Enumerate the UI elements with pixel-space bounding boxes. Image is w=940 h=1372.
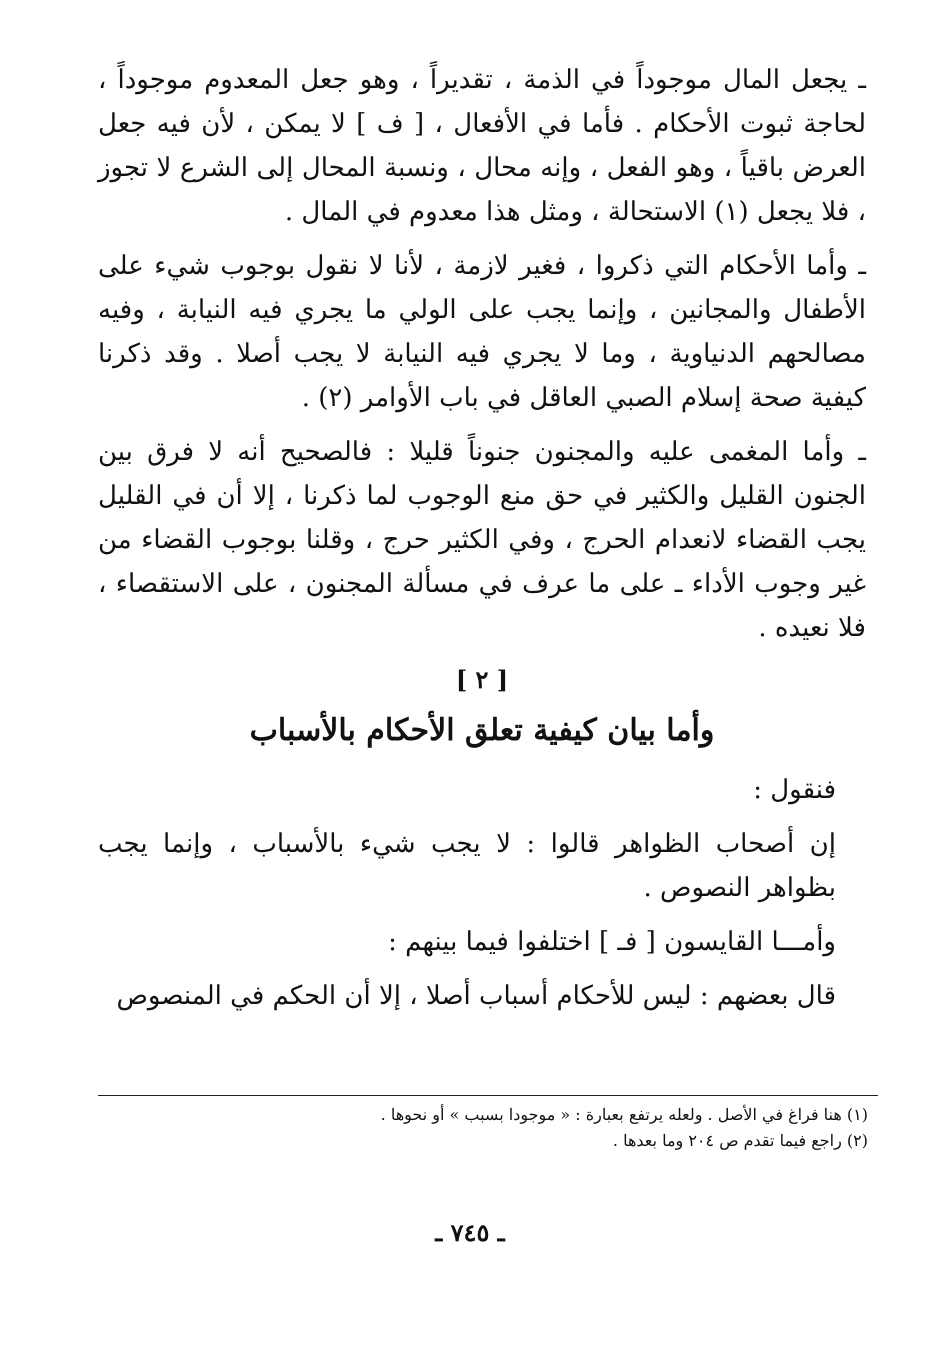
paragraph-2 [98,244,866,420]
footnote-divider [98,1095,878,1096]
paragraph-5-text: وأمـــا القايسون [ فـ ] اختلفوا فيما بينهم : [388,927,836,957]
paragraph-1-text: ـ يجعل المال موجوداً في الذمة ، تقديراً ، وهو جعل المعدوم موجوداً ، لحاجة ثبوت الأحكام . فأما في الأفعال ، [ ف ] لا يمكن ، لأن فيه جعل العرض باقياً ، وهو الفعل ، وإنه محال ، ونسبة المحال إلى الشرع لا تجوز ، فلا يجعل (١) الاستحالة ، ومثل هذا معدوم في المال . [98,65,866,227]
paragraph-4-text: إن أصحاب الظواهر قالوا : لا يجب شيء بالأسباب ، وإنما يجب بظواهر النصوص . [98,829,836,903]
page-body [98,58,866,1028]
section-number: [ ٢ ] [455,665,509,694]
paragraph-5 [98,920,866,964]
paragraph-1 [98,58,866,234]
page-number: ـ ٧٤٥ ـ [435,1218,505,1247]
footnote-1: (١) هنا فراغ في الأصل . ولعله يرتفع بعبارة : « موجودا بسبب » أو نحوها . [380,1105,868,1124]
paragraph-3-text: ـ وأما المغمى عليه والمجنون جنوناً قليلا : فالصحيح أنه لا فرق بين الجنون القليل والكثير في حق منع الوجوب لما ذكرنا ، إلا أن في القليل يجب القضاء لانعدام الحرج ، وفي الكثير حرج ، وقلنا بوجوب القضاء من غير وجوب الأداء ـ على ما عرف في مسألة المجنون ، على الاستقصاء ، فلا نعيده . [98,437,866,643]
section-title: وأما بيان كيفية تعلق الأحكام بالأسباب [249,713,715,748]
intro-line [98,768,866,812]
paragraph-4 [98,822,866,910]
paragraph-2-text: ـ وأما الأحكام التي ذكروا ، فغير لازمة ، لأنا لا نقول بوجوب شيء على الأطفال والمجانين ، وإنما يجب على الولي ما يجري فيه النيابة ، وفيه مصالحهم الدنياوية ، وما لا يجري فيه النيابة لا يجب أصلا . وقد ذكرنا كيفية صحة إسلام الصبي العاقل في باب الأوامر (٢) . [98,251,866,413]
paragraph-3 [98,430,866,650]
footnote-2: (٢) راجع فيما تقدم ص ٢٠٤ وما بعدها . [612,1131,868,1150]
paragraph-6 [98,974,866,1018]
footnotes [98,1102,868,1154]
paragraph-6-text: قال بعضهم : ليس للأحكام أسباب أصلا ، إلا أن الحكم في المنصوص [116,981,836,1011]
intro-text: فنقول : [753,775,836,805]
